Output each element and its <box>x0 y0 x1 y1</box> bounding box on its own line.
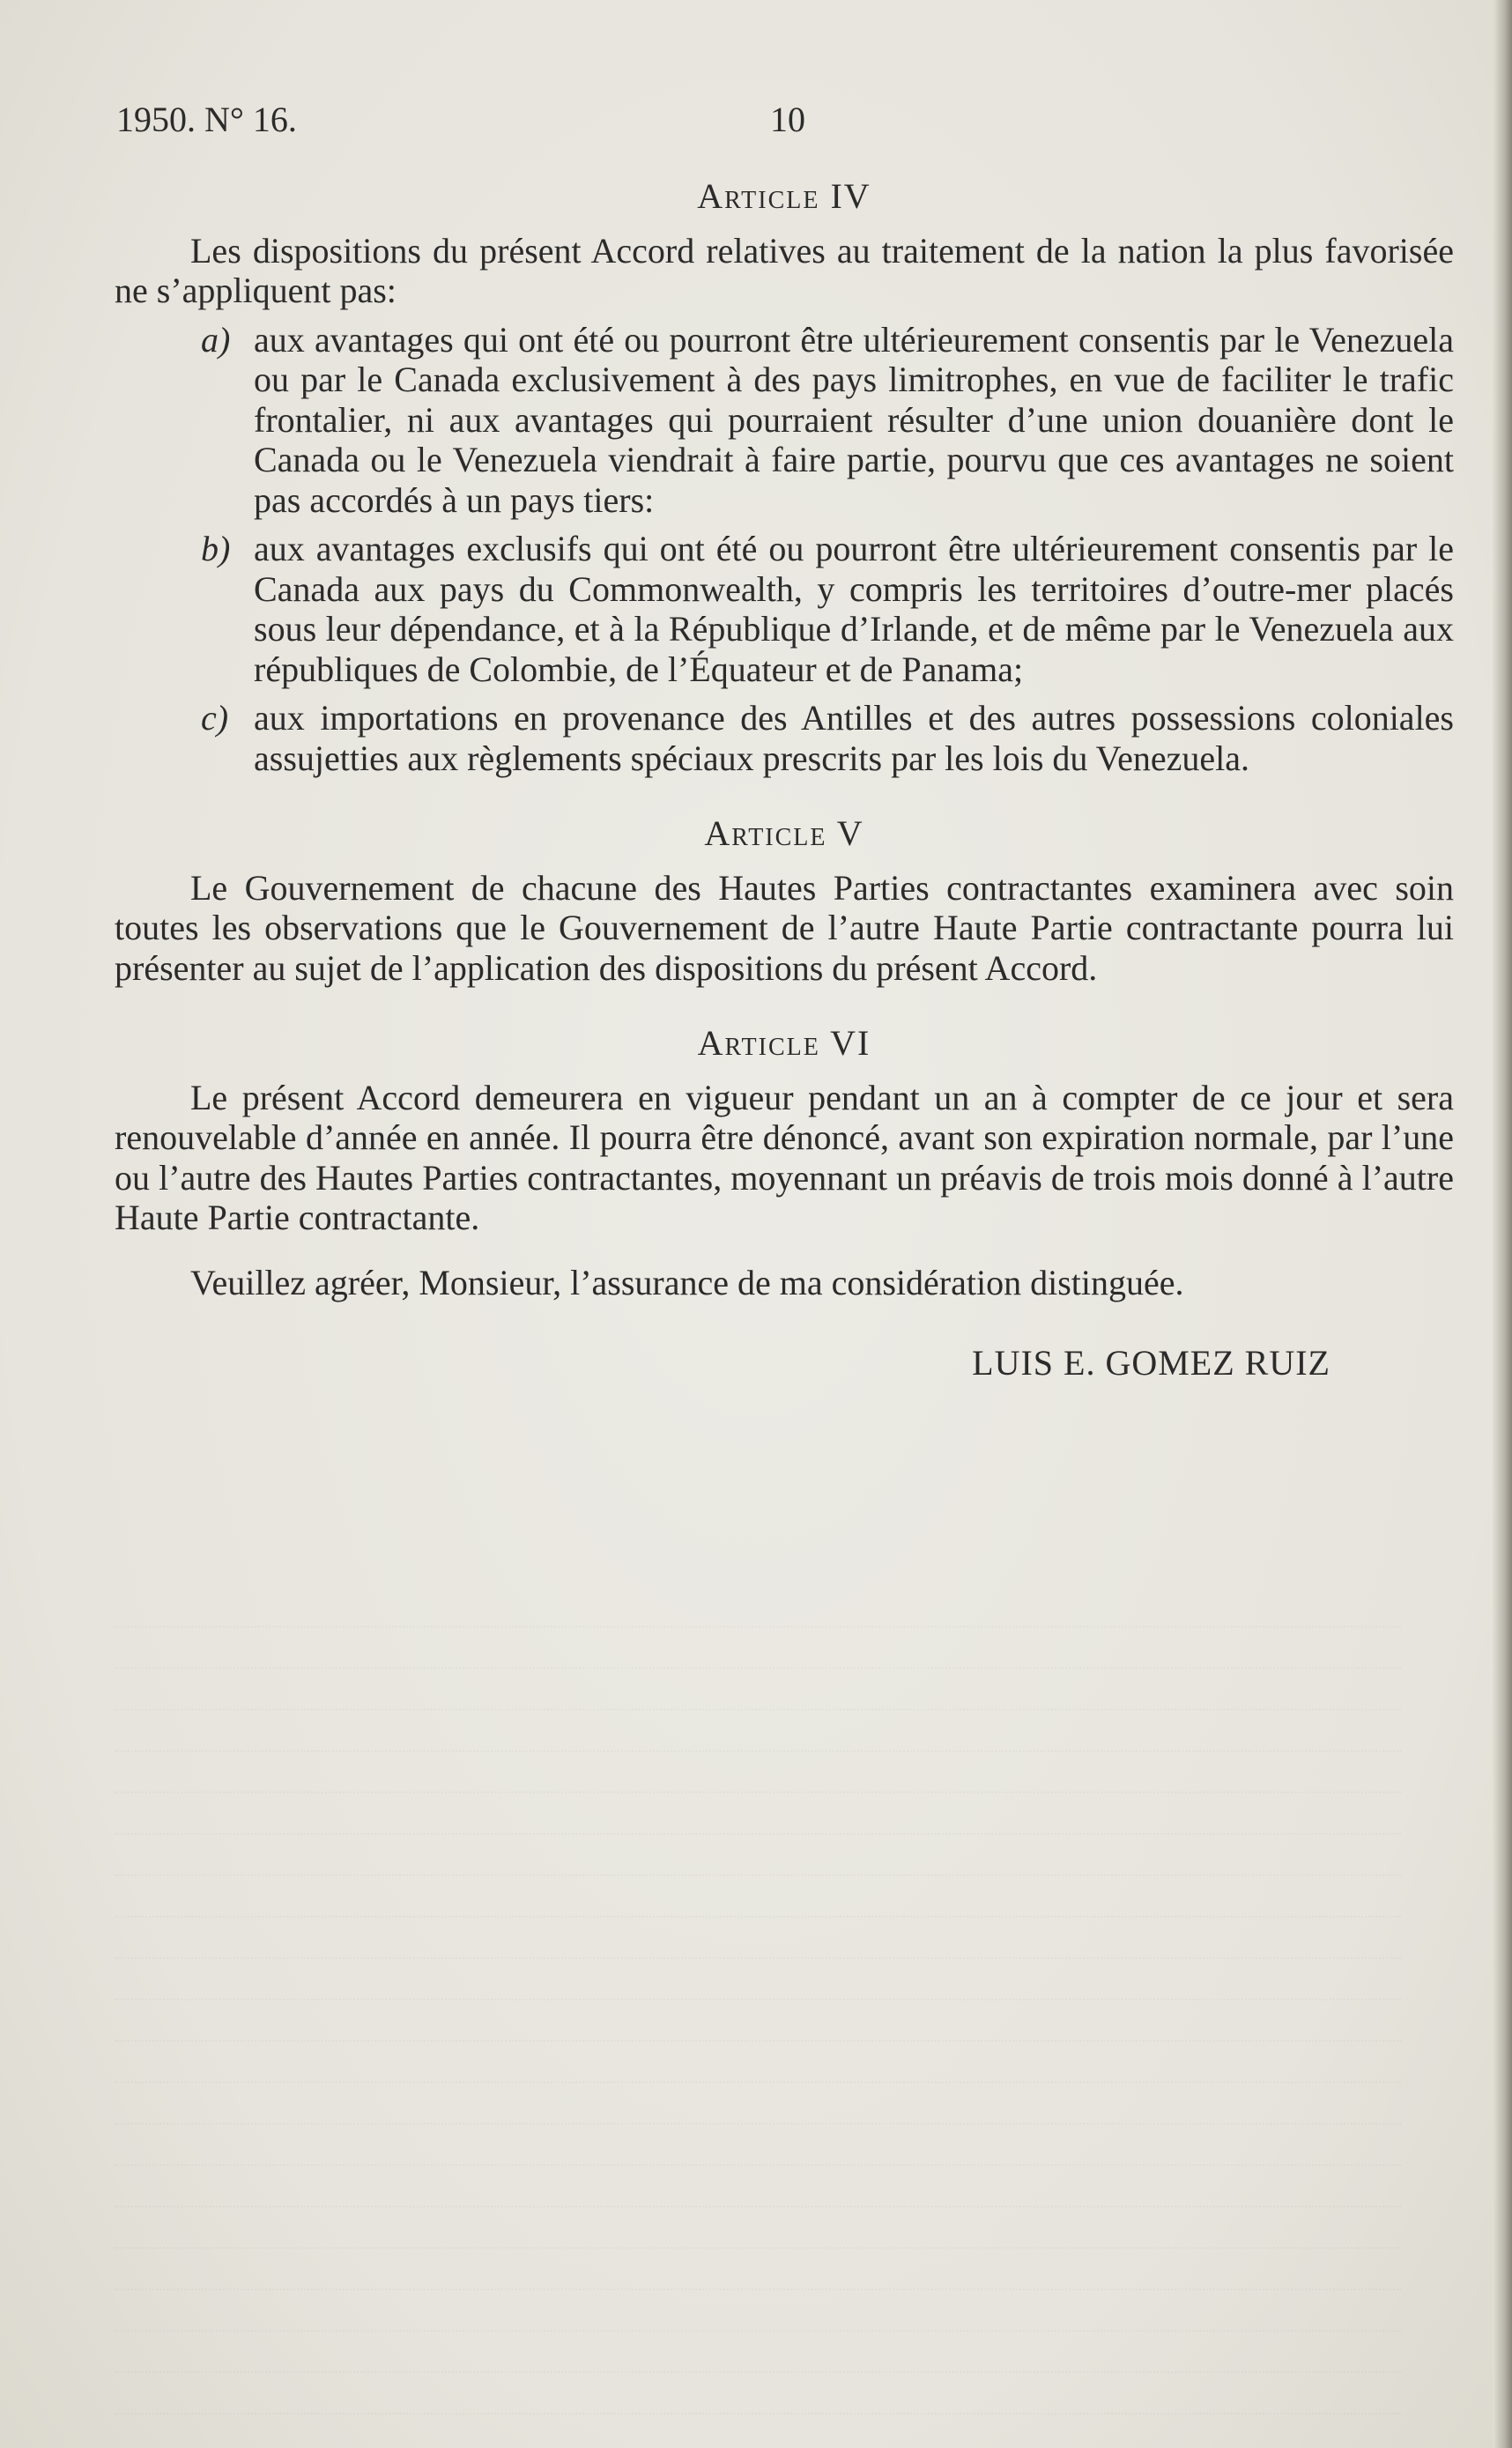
article-6-heading: Article VI <box>697 1023 871 1063</box>
article-4-item-c <box>115 698 1454 778</box>
header-year-number: 1950. N° 16. <box>116 100 297 139</box>
article-4-heading: Article IV <box>697 176 871 216</box>
item-label: a) <box>201 319 231 360</box>
article-4-item-b <box>115 529 1454 689</box>
item-text: aux avantages exclusifs qui ont été ou pourront être ultérieurement consentis par le Canada aux pays du Commonwealth, y compris les territoires d’outre-mer placés sous leur dépendance, et à la République d’Irlande, et de même par le Venezuela aux républiques de Colombie, de l’Équateur et de Panama; <box>254 529 1454 689</box>
article-5-text: Le Gouvernement de chacune des Hautes Parties contractantes examinera avec soin toutes les observations que le Gouvernement de l’autre Haute Partie contractante pourra lui présenter au sujet de l’application des dispositions du présent Accord. <box>115 867 1454 988</box>
item-label: b) <box>201 529 231 568</box>
article-4-intro: Les dispositions du présent Accord relatives au traitement de la nation la plus favorisée ne s’appliquent pas: <box>115 230 1454 310</box>
item-label: c) <box>201 698 229 738</box>
article-6-text: Le présent Accord demeurera en vigueur pendant un an à compter de ce jour et sera renouvelable d’année en année. Il pourra être dénoncé, avant son expiration normale, par l’une ou l’autre des Hautes Parties contractantes, moyennant un préavis de trois mois donné à l’autre Haute Partie contractante. <box>115 1077 1454 1237</box>
binding-edge <box>1493 0 1512 2448</box>
document-body <box>115 176 1454 1383</box>
page-number: 10 <box>770 100 805 139</box>
article-4-item-a <box>115 320 1454 521</box>
item-text: aux importations en provenance des Antilles et des autres possessions coloniales assujetties aux règlements spéciaux prescrits par les lois du Venezuela. <box>254 698 1454 778</box>
item-text: aux avantages qui ont été ou pourront être ultérieurement consentis par le Venezuela ou par le Canada exclusivement à des pays limitrophes, en vue de faciliter le trafic frontalier, ni aux avantages qui pourraient résulter d’une union douanière dont le Canada ou le Venezuela viendrait à faire partie, pourvu que ces avantages ne soient pas accordés à un pays tiers: <box>254 319 1454 520</box>
bleed-through-texture <box>115 1586 1401 2379</box>
signature: LUIS E. GOMEZ RUIZ <box>972 1343 1330 1383</box>
closing-formula: Veuillez agréer, Monsieur, l’assurance de ma considération distinguée. <box>190 1262 1184 1302</box>
page-header <box>116 99 1389 152</box>
article-5-heading: Article V <box>704 813 864 853</box>
